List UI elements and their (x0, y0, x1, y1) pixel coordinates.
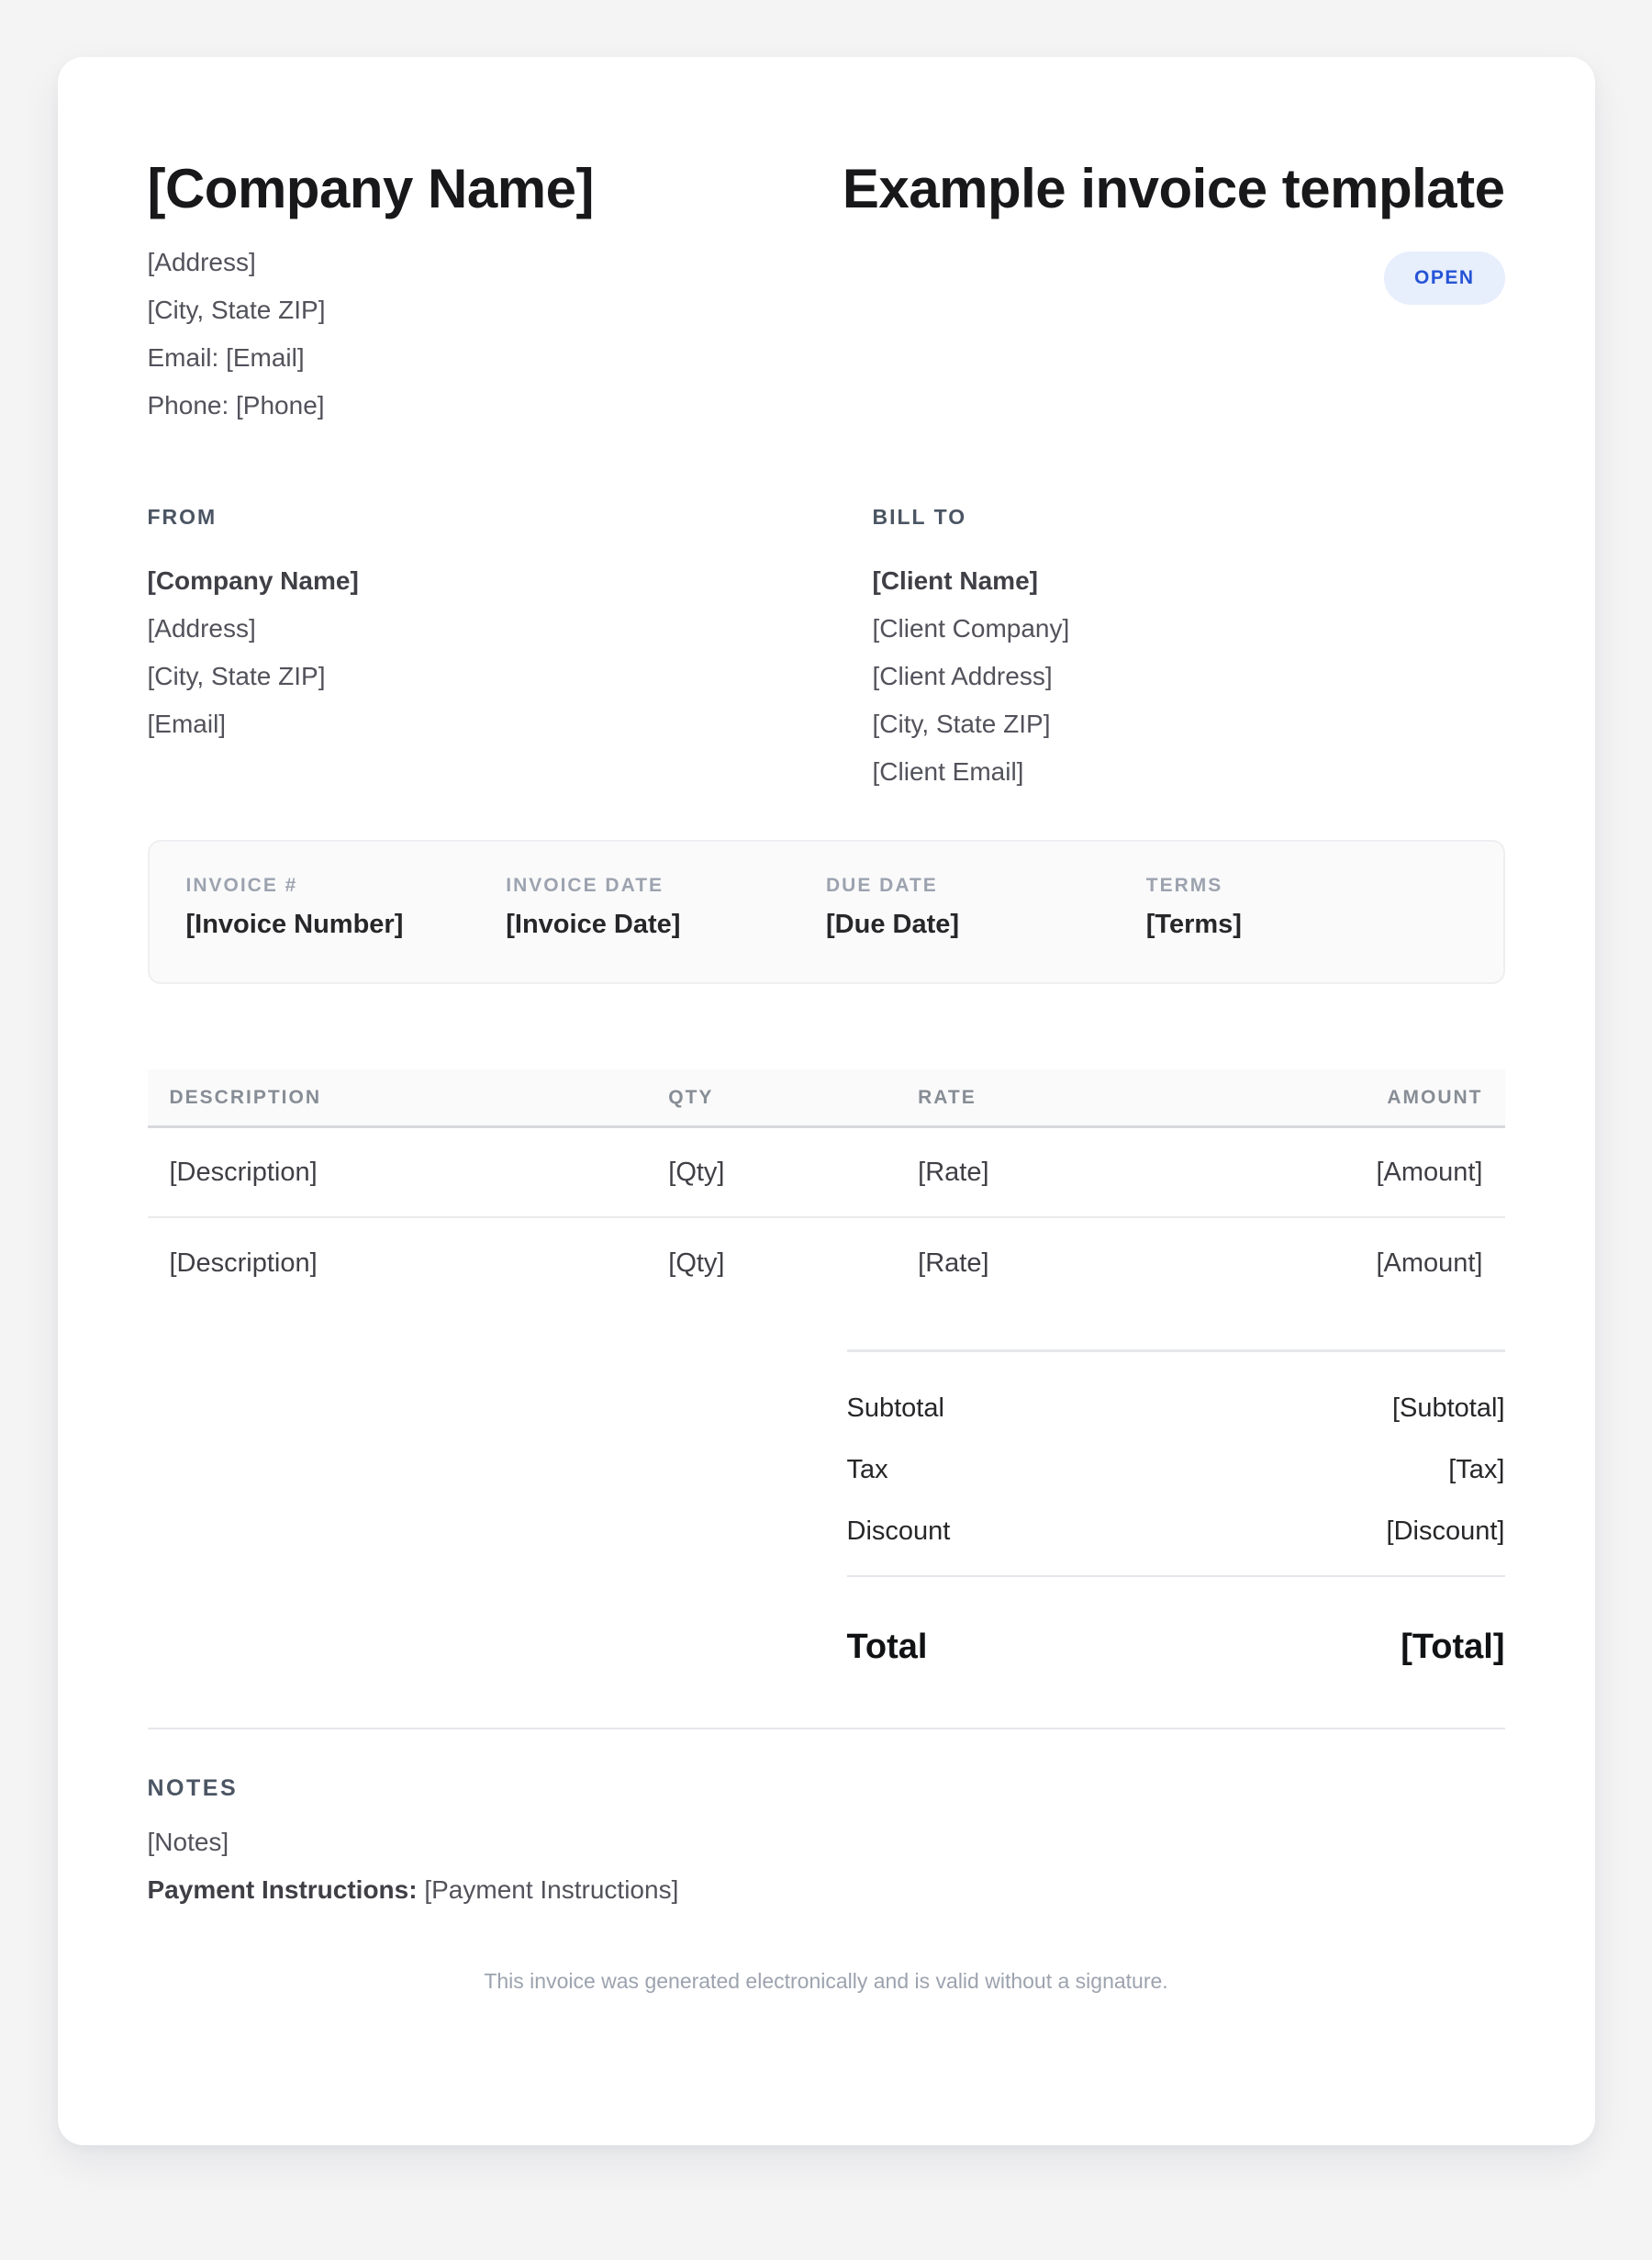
invoice-card (58, 57, 1595, 2145)
col-header-qty: QTY (668, 1086, 714, 1108)
total-value: [Total] (1401, 1628, 1505, 1666)
col-header-description: DESCRIPTION (169, 1086, 322, 1108)
subtotal-value: [Subtotal] (1391, 1393, 1505, 1423)
company-phone: Phone: [Phone] (147, 391, 325, 420)
meta-terms-label: TERMS (1145, 875, 1223, 896)
table-row (148, 1128, 1505, 1218)
client-city-state-zip: [City, State ZIP] (872, 710, 1051, 738)
bill-to-label: BILL TO (872, 505, 967, 529)
cell-amount: [Amount] (1376, 1157, 1483, 1187)
from-email: [Email] (147, 710, 227, 738)
parties-section (148, 505, 1505, 796)
payment-instructions-label: Payment Instructions: (147, 1875, 418, 1904)
from-city-state-zip: [City, State ZIP] (147, 662, 326, 690)
client-email: [Client Email] (872, 757, 1024, 786)
notes-section (148, 1775, 1505, 1907)
total-row (847, 1577, 1505, 1669)
cell-rate: [Rate] (918, 1157, 989, 1187)
notes-label: NOTES (147, 1775, 239, 1801)
tax-row (847, 1452, 1505, 1487)
subtotal-label: Subtotal (846, 1393, 944, 1423)
table-header-row (148, 1069, 1505, 1128)
discount-row (847, 1514, 1505, 1549)
company-address: [Address] (147, 248, 256, 276)
totals-section (847, 1349, 1505, 1669)
section-divider (148, 1728, 1505, 1729)
from-name: [Company Name] (147, 566, 359, 595)
cell-description: [Description] (169, 1247, 318, 1278)
company-email: Email: [Email] (147, 343, 305, 372)
from-section (148, 505, 873, 796)
payment-instructions-line (148, 1874, 1505, 1907)
cell-qty: [Qty] (668, 1247, 725, 1278)
invoice-meta-box (148, 840, 1505, 984)
discount-label: Discount (846, 1516, 951, 1546)
meta-invoice-date (506, 875, 826, 940)
client-name: [Client Name] (872, 566, 1038, 595)
meta-due-date-label: DUE DATE (826, 875, 938, 896)
meta-due-date-value: [Due Date] (826, 910, 960, 939)
page-title: Example invoice template (842, 158, 1505, 219)
meta-invoice-date-value: [Invoice Date] (506, 910, 681, 939)
notes-body: [Notes] (147, 1828, 229, 1856)
cell-amount: [Amount] (1376, 1247, 1483, 1278)
company-city-state-zip: [City, State ZIP] (147, 296, 326, 324)
client-company: [Client Company] (872, 614, 1070, 643)
meta-terms-value: [Terms] (1145, 910, 1242, 939)
footer-disclaimer: This invoice was generated electronically and is valid without a signature. (484, 1969, 1168, 1993)
total-label: Total (846, 1628, 928, 1666)
tax-value: [Tax] (1448, 1455, 1505, 1484)
col-header-amount: AMOUNT (1387, 1086, 1483, 1108)
header-right (843, 156, 1505, 305)
meta-invoice-date-label: INVOICE DATE (506, 875, 664, 896)
meta-invoice-number-label: INVOICE # (185, 875, 298, 896)
cell-rate: [Rate] (918, 1247, 989, 1278)
tax-label: Tax (846, 1455, 888, 1484)
cell-qty: [Qty] (668, 1157, 725, 1187)
discount-value: [Discount] (1386, 1516, 1505, 1546)
payment-instructions-value: [Payment Instructions] (424, 1875, 679, 1904)
company-block (148, 156, 594, 430)
meta-invoice-number-value: [Invoice Number] (185, 910, 404, 939)
meta-terms (1146, 875, 1467, 940)
status-badge: OPEN (1384, 252, 1505, 305)
company-name: [Company Name] (147, 158, 594, 219)
from-label: FROM (147, 505, 218, 529)
bill-to-section (873, 505, 1505, 796)
from-address: [Address] (147, 614, 256, 643)
invoice-header (148, 156, 1505, 430)
table-row (148, 1218, 1505, 1308)
line-items-table (148, 1069, 1505, 1308)
client-address: [Client Address] (872, 662, 1053, 690)
subtotal-row (847, 1391, 1505, 1426)
cell-description: [Description] (169, 1157, 318, 1187)
meta-invoice-number (186, 875, 507, 940)
meta-due-date (826, 875, 1146, 940)
col-header-rate: RATE (918, 1086, 977, 1108)
